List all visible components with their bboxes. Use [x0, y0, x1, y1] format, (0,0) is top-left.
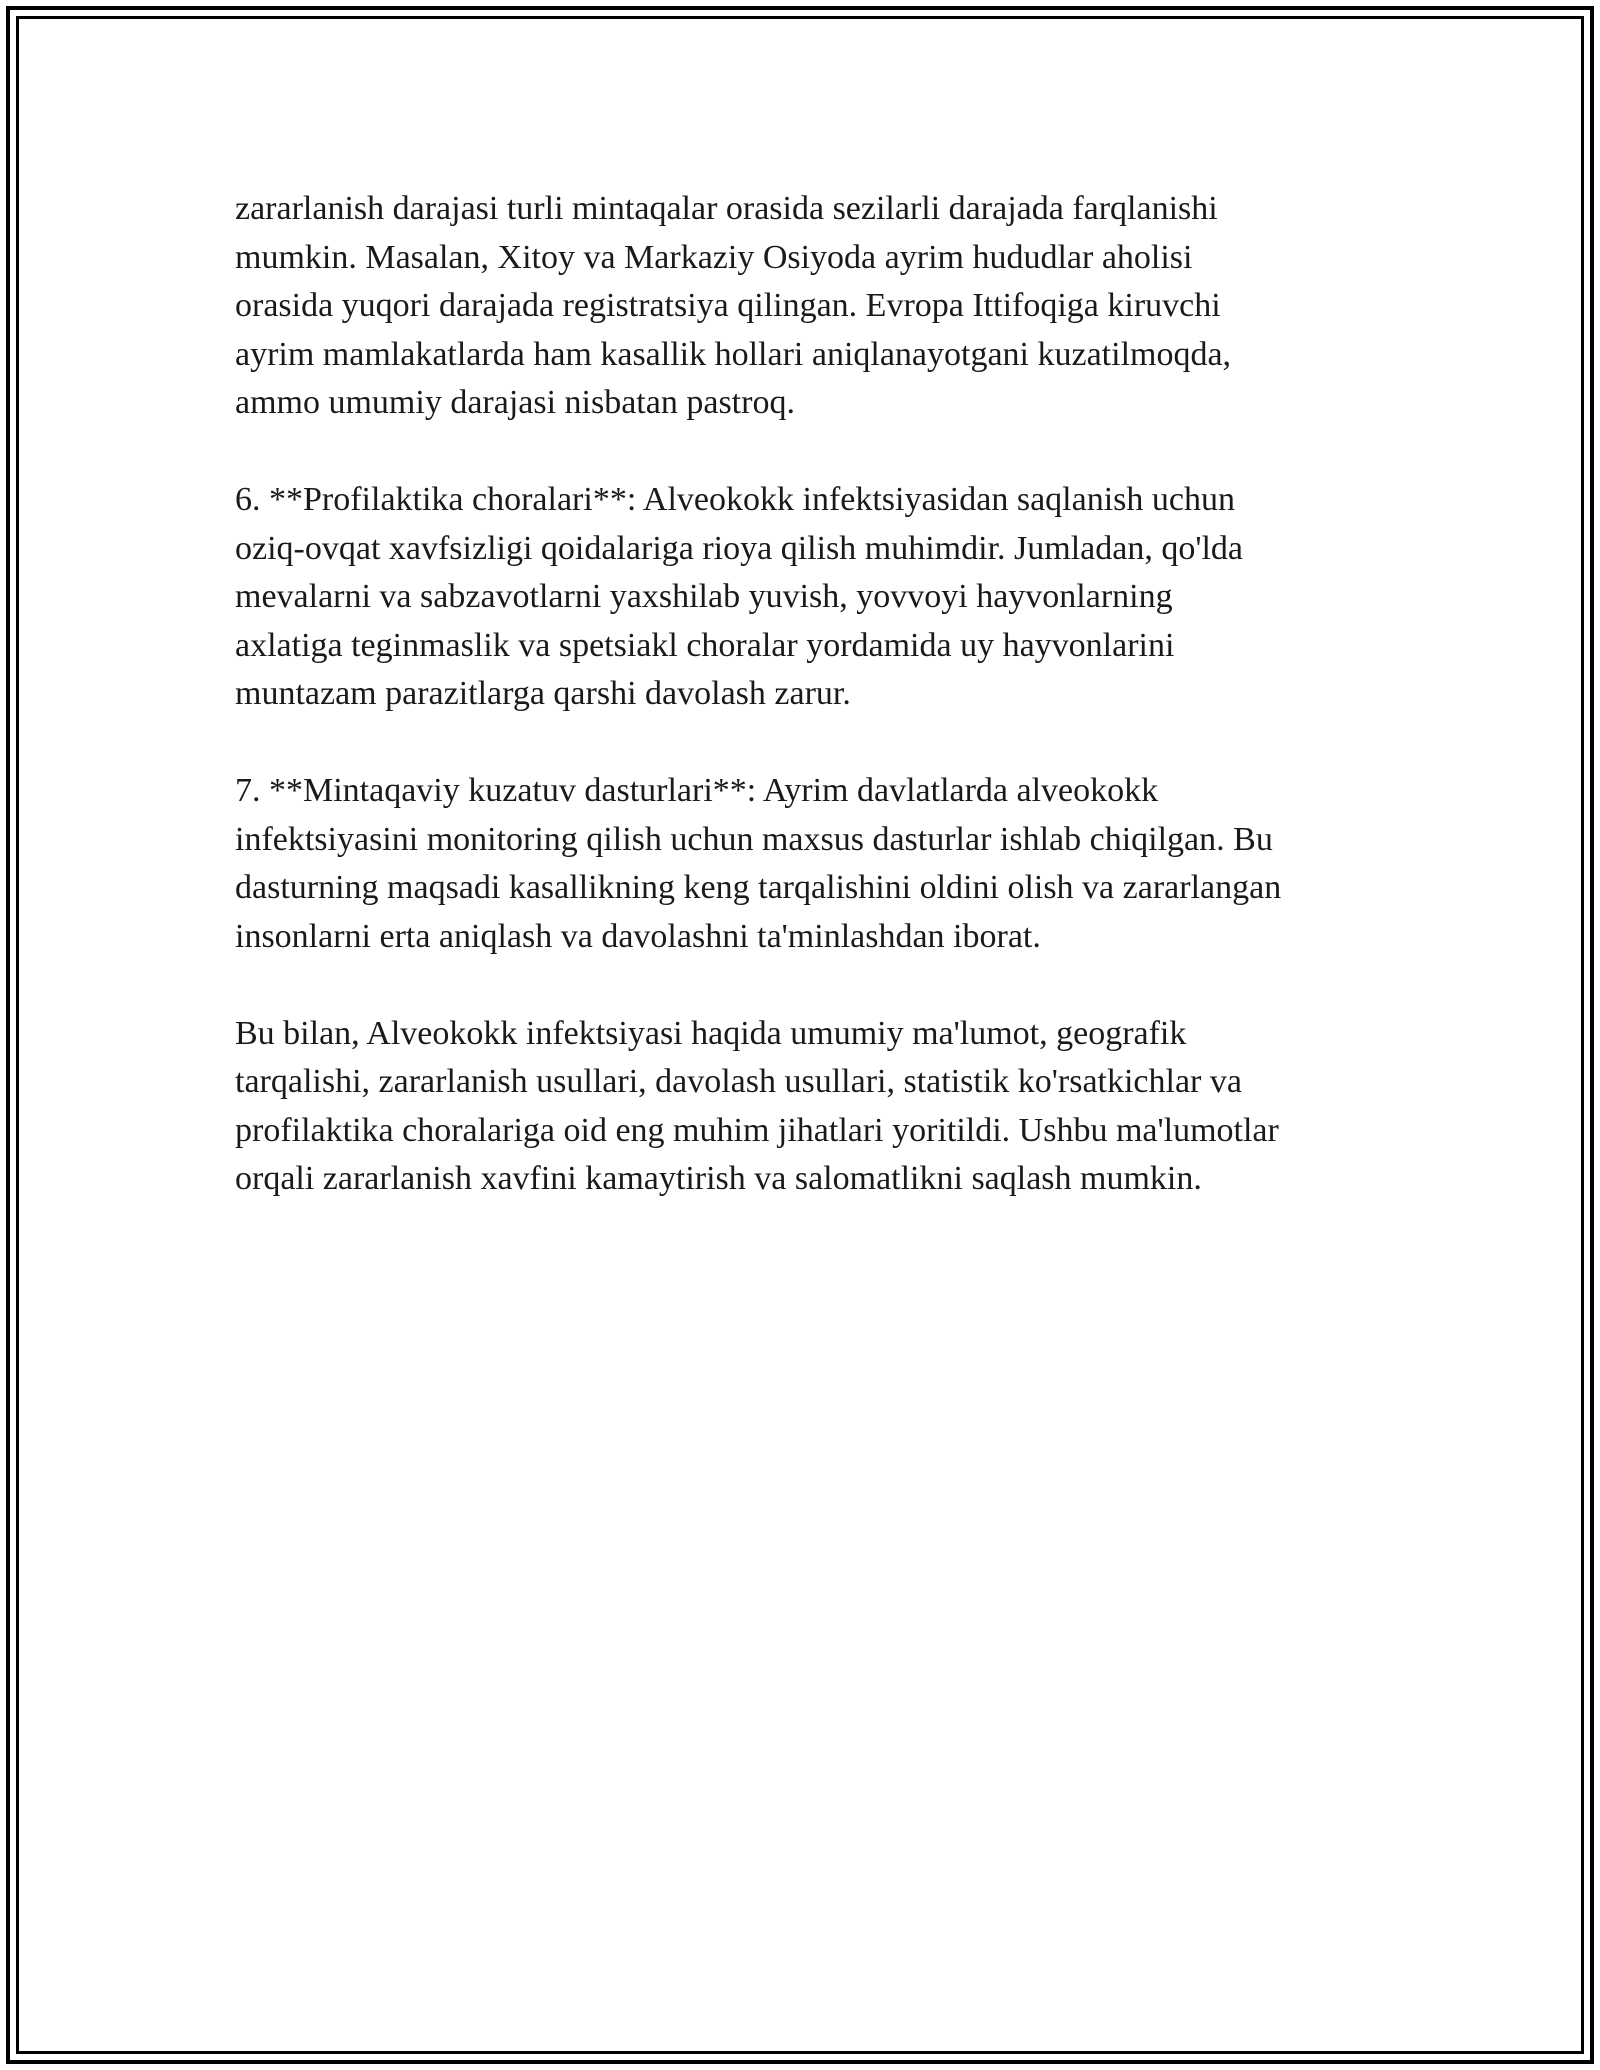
text-line: insonlarni erta aniqlash va davolashni ta'minlashdan iborat.: [235, 917, 1041, 955]
text-line: orasida yuqori darajada registratsiya qilingan. Evropa Ittifoqiga kiruvchi: [235, 287, 1221, 324]
text-line: infektsiyasini monitoring qilish uchun maxsus dasturlar ishlab chiqilgan. Bu: [235, 820, 1273, 858]
text-line: mumkin. Masalan, Xitoy va Markaziy Osiyoda ayrim hududlar aholisi: [235, 238, 1193, 276]
text-line: muntazam parazitlarga qarshi davolash zarur.: [235, 675, 851, 712]
document-body: [235, 185, 1375, 1252]
paragraph-regional-prevalence: [235, 185, 1375, 428]
paragraph-regional-surveillance: [235, 767, 1375, 961]
text-line: axlatiga teginmaslik va spetsiakl choralar yordamida uy hayvonlarini: [235, 626, 1175, 664]
text-line: orqali zararlanish xavfini kamaytirish va salomatlikni saqlash mumkin.: [235, 1160, 1202, 1197]
text-line: profilaktika choralariga oid eng muhim jihatlari yoritildi. Ushbu ma'lumotlar: [235, 1111, 1279, 1149]
text-line: tarqalishi, zararlanish usullari, davolash usullari, statistik ko'rsatkichlar va: [235, 1063, 1242, 1100]
text-line: dasturning maqsadi kasallikning keng tarqalishini oldini olish va zararlangan: [235, 869, 1282, 906]
text-line: 7. **Mintaqaviy kuzatuv dasturlari**: Ayrim davlatlarda alveokokk: [235, 772, 1159, 809]
paragraph-conclusion: [235, 1010, 1375, 1204]
text-line: oziq-ovqat xavfsizligi qoidalariga rioya qilish muhimdir. Jumladan, qo'lda: [235, 529, 1243, 567]
text-line: mevalarni va sabzavotlarni yaxshilab yuvish, yovvoyi hayvonlarning: [235, 578, 1173, 615]
text-line: zararlanish darajasi turli mintaqalar orasida sezilarli darajada farqlanishi: [235, 190, 1218, 227]
text-line: ammo umumiy darajasi nisbatan pastroq.: [235, 384, 795, 421]
text-line: 6. **Profilaktika choralari**: Alveokokk infektsiyasidan saqlanish uchun: [235, 481, 1235, 518]
text-line: Bu bilan, Alveokokk infektsiyasi haqida umumiy ma'lumot, geografik: [235, 1014, 1187, 1052]
text-line: ayrim mamlakatlarda ham kasallik hollari aniqlanayotgani kuzatilmoqda,: [235, 335, 1232, 373]
paragraph-prevention-measures: [235, 476, 1375, 719]
